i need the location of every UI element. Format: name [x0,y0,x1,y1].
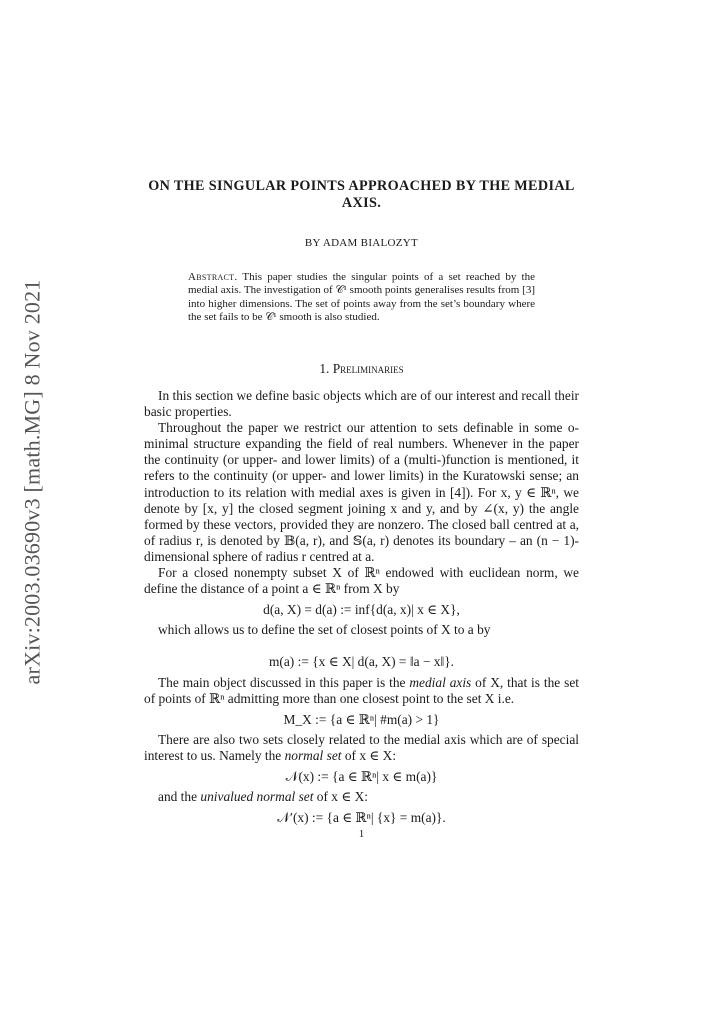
arxiv-identifier: arXiv:2003.03690v3 [math.MG] 8 Nov 2021 [19,279,45,685]
author-byline: BY ADAM BIALOZYT [304,237,419,249]
medial-axis-term: medial axis [409,674,472,690]
abstract-text: This paper studies the singular points of a set reached by the medial axis. The investigation of 𝒞¹ smooth points generalises results from [3] into higher dimensions. The set of points away from the set’s boundary where the set fails to be 𝒞¹ smooth is also studied. [188,271,535,323]
equation-univalued-normal-set: 𝒩′(x) := {a ∈ ℝⁿ| {x} = m(a)}. [277,810,446,826]
equation-closest-points: m(a) := {x ∈ X| d(a, X) = ‖a − x‖}. [268,654,455,670]
univalued-text-post: of x ∈ X: [313,789,368,805]
normal-set-text-post: of x ∈ X: [341,747,397,763]
paper-title: ON THE SINGULAR POINTS APPROACHED BY THE MEDIAL AXIS. [148,178,575,211]
section-title: Preliminaries [332,360,404,376]
section-number: 1. [319,360,330,376]
univalued-term: univalued normal set [200,789,314,805]
medial-axis-text-post: of X, that is the set of points of ℝⁿ admitting more than one closest point to the set X i.e. [144,674,579,706]
page-number: 1 [358,828,365,841]
univalued-text-pre: and the [158,789,201,805]
medial-axis-text-pre: The main object discussed in this paper is the [158,674,410,690]
equation-medial-axis: M_X := {a ∈ ℝⁿ| #m(a) > 1} [283,711,440,727]
paragraph-univalued [144,789,579,805]
paragraph-intro: In this section we define basic objects which are of our interest and recall their basic properties. [144,388,579,420]
abstract-label: Abstract. [188,271,238,284]
equation-normal-set: 𝒩(x) := {a ∈ ℝⁿ| x ∈ m(a)} [285,768,438,784]
normal-set-term: normal set [284,747,342,763]
abstract [188,271,535,324]
paragraph-distance: For a closed nonempty subset X of ℝⁿ endowed with euclidean norm, we define the distance of a point a ∈ ℝⁿ from X by [144,565,579,597]
paper-page [144,178,579,842]
arxiv-sidebar [14,279,50,685]
normal-set-text-pre: There are also two sets closely related to the medial axis which are of special interest to us. Namely the [144,731,579,763]
equation-distance: d(a, X) = d(a) := inf{d(a, x)| x ∈ X}, [263,602,460,618]
paragraph-closest-points: which allows us to define the set of closest points of X to a by [158,622,491,638]
paragraph-medial-axis [144,675,579,707]
paragraph-definitions: Throughout the paper we restrict our attention to sets definable in some o-minimal structure expanding the field of real numbers. Whenever in the paper the continuity (or upper- and lower limits) of a (multi-)function is mentioned, it refers to the continuity (or upper- and lower limits) in the Kuratowski sense; an introduction to its relation with medial axes is given in [4]). For x, y ∈ ℝⁿ, we denote by [x, y] the closed segment joining x and y, and by ∠(x, y) the angle formed by these vectors, provided they are nonzero. The closed ball centred at a, of radius r, is denoted by 𝔹(a, r), and 𝕊(a, r) denotes its boundary – an (n − 1)-dimensional sphere of radius r centred at a. [144,420,579,564]
paragraph-normal-set [144,732,579,764]
section-heading [144,361,579,377]
